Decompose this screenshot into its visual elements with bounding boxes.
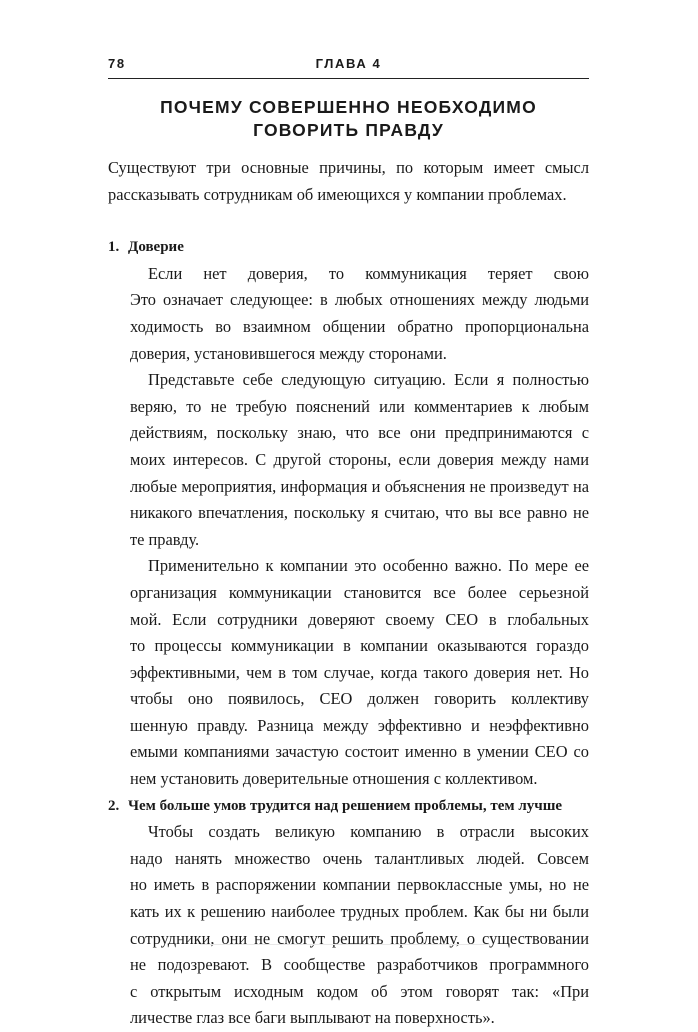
text-line: доверия, установившегося между сторонами. xyxy=(130,343,447,363)
text-line: надо нанять множество очень талантливых людей. Совсем xyxy=(130,848,589,868)
running-header xyxy=(108,52,589,79)
title-line-2: ГОВОРИТЬ ПРАВДУ xyxy=(253,120,444,140)
footer-divider xyxy=(200,944,490,945)
title-line-1: ПОЧЕМУ СОВЕРШЕННО НЕОБХОДИМО xyxy=(160,97,537,117)
list-number: 1. xyxy=(108,239,120,256)
text-line: то процессы коммуникации в компании оказываются гораздо xyxy=(130,636,589,656)
text-line: шенную правду. Разница между эффективно и неэффективно xyxy=(130,715,589,735)
paragraph xyxy=(130,367,589,553)
text-line: Чтобы создать великую компанию в отрасли высоких xyxy=(148,822,589,842)
text-line: но иметь в распоряжении компании первоклассные умы, но не xyxy=(130,875,589,895)
text-line: организация коммуникации становится все более серьезной xyxy=(130,582,589,602)
paragraph xyxy=(130,261,589,367)
text-line: никакого впечатления, поскольку я считаю, что вы все равно не xyxy=(130,503,589,523)
text-line: Существуют три основные причины, по которым имеет смысл xyxy=(108,158,589,177)
text-line: те правду. xyxy=(130,529,200,549)
section-trust xyxy=(108,234,589,792)
text-line: с открытым исходным кодом об этом говорят так: «При xyxy=(130,981,589,1001)
text-line: Применительно к компании это особенно важно. По мере ее xyxy=(148,556,589,576)
heading-text: Чем больше умов трудится над решением проблемы, тем лучше xyxy=(128,797,563,814)
text-line: нем установить доверительные отношения с коллективом. xyxy=(130,769,538,789)
text-line: Если нет доверия, то коммуникация теряет свою xyxy=(148,263,589,283)
text-line: эффективными, чем в том случае, когда такого доверия нет. Но xyxy=(130,662,589,682)
text-line: сотрудники, они не смогут решить проблему, о существовании xyxy=(130,928,589,948)
section-heading xyxy=(108,793,589,820)
intro-paragraph xyxy=(108,155,589,208)
chapter-label: ГЛАВА 4 xyxy=(315,56,382,71)
text-line: любые мероприятия, информация и объяснения не произведут на xyxy=(130,476,589,496)
text-line: рассказывать сотрудникам об имеющихся у компании проблемах. xyxy=(108,184,567,204)
page-body xyxy=(108,155,589,1032)
section-heading xyxy=(108,234,589,261)
paragraph xyxy=(130,553,589,792)
text-line: личестве глаз все баги выплывают на поверхность». xyxy=(130,1008,495,1028)
text-line: не подозревают. В сообществе разработчиков программного xyxy=(130,955,589,975)
text-line: мой. Если сотрудники доверяют своему CEO в глобальных xyxy=(130,609,589,629)
list-number: 2. xyxy=(108,797,120,814)
text-line: Это означает следующее: в любых отношениях между людьми xyxy=(130,290,589,310)
text-line: чтобы оно появилось, CEO должен говорить коллективу xyxy=(130,689,589,709)
page-number: 78 xyxy=(108,56,126,71)
text-line: Представьте себе следующую ситуацию. Если я полностью xyxy=(148,370,589,390)
section-more-minds xyxy=(108,793,589,1032)
section-title xyxy=(108,96,589,142)
text-line: емыми компаниями зачастую состоит именно в умении CEO со xyxy=(130,742,589,762)
text-line: веряю, то не требую пояснений или комментариев к любым xyxy=(130,396,589,416)
text-line: ходимость во взаимном общении обратно пропорциональна xyxy=(130,316,589,336)
text-line: действиям, поскольку знаю, что все они предпринимаются с xyxy=(130,423,589,443)
text-line: кать их к решению наиболее трудных проблем. Как бы ни были xyxy=(130,902,589,922)
text-line: моих интересов. С другой стороны, если доверия между нами xyxy=(130,449,589,469)
paragraph xyxy=(130,819,589,1032)
heading-text: Доверие xyxy=(128,239,184,256)
